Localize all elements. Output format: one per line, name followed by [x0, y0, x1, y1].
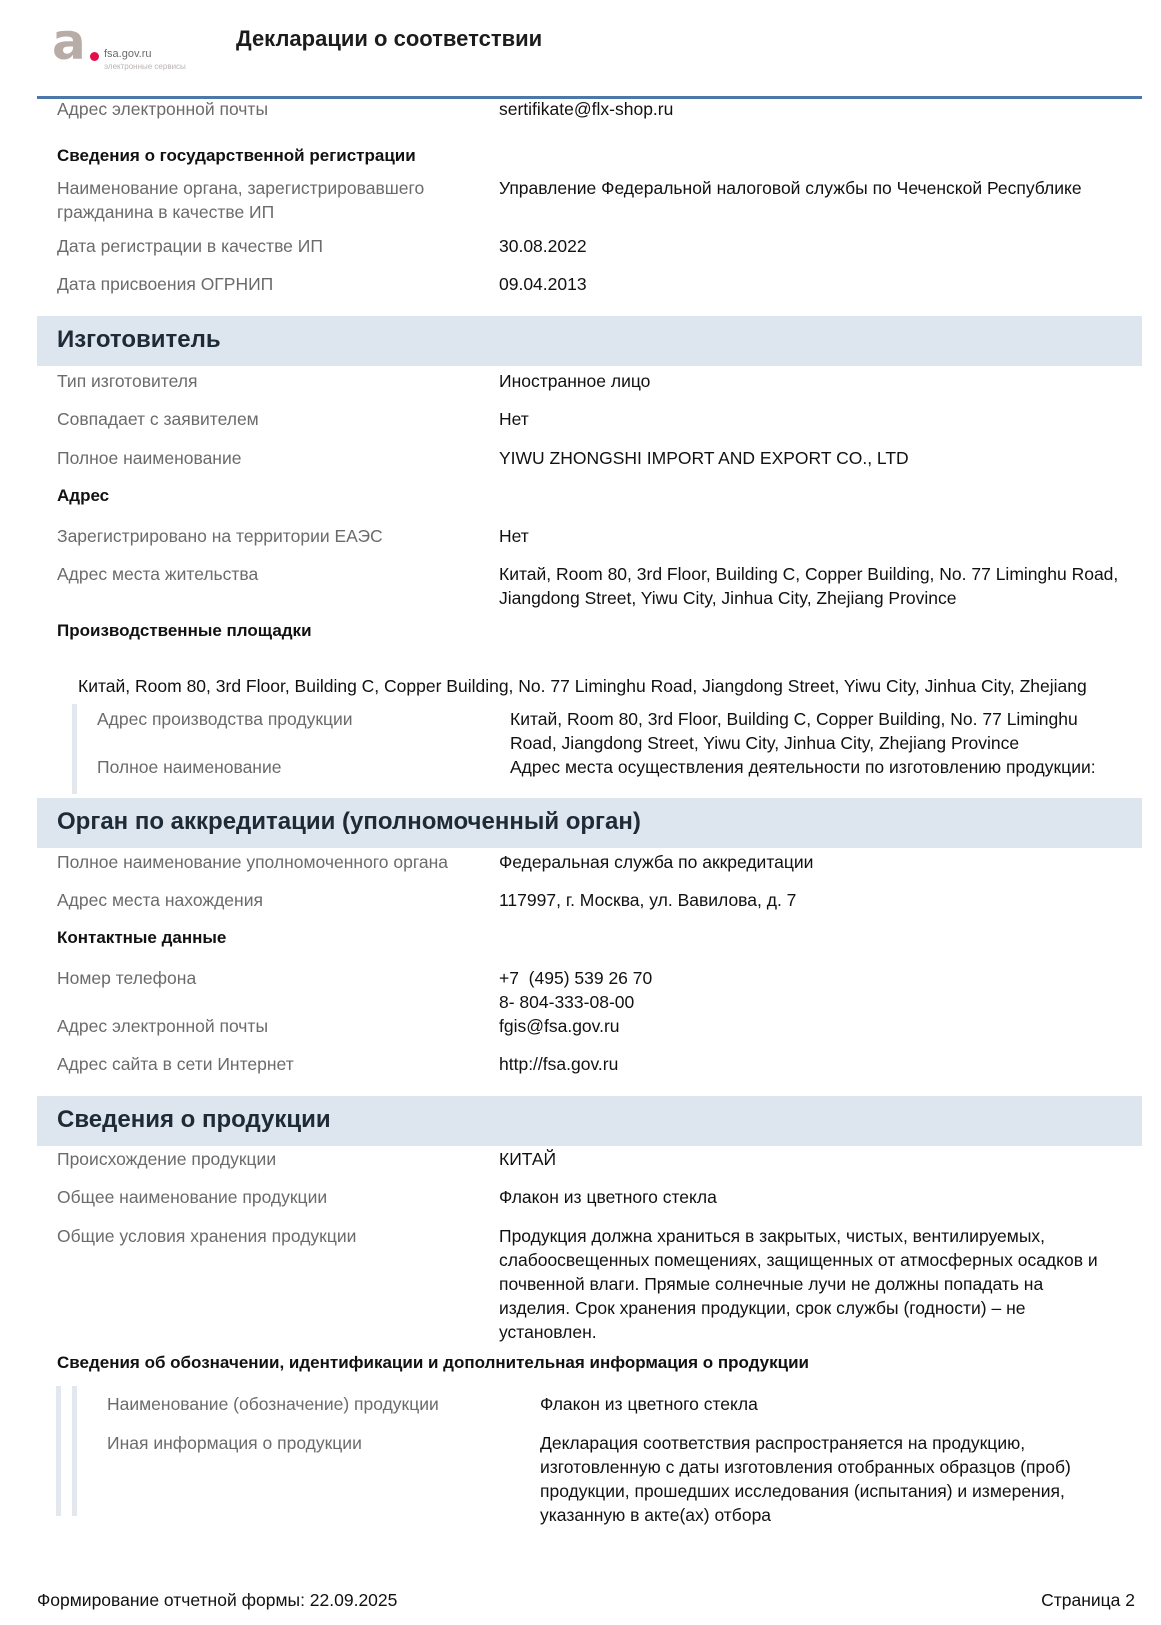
- phone-number-2: 8- 804-333-08-00: [499, 992, 635, 1012]
- field-label: Полное наименование: [57, 448, 242, 468]
- nested-block-bar-outer: [56, 1386, 61, 1516]
- nested-block-bar-inner: [72, 1386, 77, 1516]
- field-value: Китай, Room 80, 3rd Floor, Building C, Copper Building, No. 77 Liminghu Road, Jiangdong Street, Yiwu City, Jinhua City, Zhejiang Province: [510, 709, 1078, 753]
- report-generated-date: Формирование отчетной формы: 22.09.2025: [37, 1590, 398, 1610]
- document-title: Декларации о соответствии: [236, 26, 543, 51]
- field-label: Адрес сайта в сети Интернет: [57, 1054, 294, 1074]
- field-label: Иная информация о продукции: [107, 1433, 362, 1453]
- field-value: Управление Федеральной налоговой службы по Чеченской Республике: [499, 178, 1082, 198]
- field-label: Совпадает с заявителем: [57, 409, 259, 429]
- field-value: Декларация соответствия распространяется на продукцию, изготовленную с даты изготовления отобранных образцов (проб) продукции, прошедших исследования (испытания) и измерения, указанную в акте(ах) отбора: [540, 1433, 1071, 1525]
- manufacturer-section-header: [37, 316, 1142, 366]
- field-value: 09.04.2013: [499, 274, 587, 294]
- field-value: 117997, г. Москва, ул. Вавилова, д. 7: [499, 890, 797, 910]
- fsa-logo-icon: а: [52, 13, 86, 71]
- production-sites-heading: Производственные площадки: [57, 621, 312, 640]
- field-label: Адрес места нахождения: [57, 890, 263, 910]
- production-site-address-line: Китай, Room 80, 3rd Floor, Building C, Copper Building, No. 77 Liminghu Road, Jiangdong Street, Yiwu City, Jinhua City, Zhejiang: [78, 676, 1087, 696]
- field-label: Адрес электронной почты: [57, 1016, 269, 1036]
- field-value: YIWU ZHONGSHI IMPORT AND EXPORT CO., LTD: [499, 448, 909, 468]
- field-value: sertifikate@flx-shop.ru: [499, 99, 674, 119]
- field-value: 30.08.2022: [499, 236, 587, 256]
- field-value: Федеральная служба по аккредитации: [499, 852, 814, 872]
- field-label: Номер телефона: [57, 968, 197, 988]
- field-value: fgis@fsa.gov.ru: [499, 1016, 620, 1036]
- logo-subtitle: электронные сервисы: [104, 62, 186, 71]
- field-value: Адрес места осуществления деятельности по изготовлению продукции:: [510, 757, 1096, 777]
- field-label: Тип изготовителя: [57, 371, 198, 391]
- field-value: [499, 966, 1149, 1014]
- field-label: Адрес места жительства: [57, 564, 259, 584]
- logo-site-text: fsa.gov.ru: [104, 48, 152, 60]
- field-value: Китай, Room 80, 3rd Floor, Building C, Copper Building, No. 77 Liminghu Road, Jiangdong Street, Yiwu City, Jinhua City, Zhejiang Province: [499, 564, 1119, 608]
- field-label: Адрес производства продукции: [97, 709, 353, 729]
- field-value: Флакон из цветного стекла: [540, 1394, 758, 1414]
- field-value: КИТАЙ: [499, 1149, 557, 1169]
- product-section-header: [37, 1096, 1142, 1146]
- section-title: Сведения о продукции: [57, 1106, 331, 1133]
- field-label: Дата регистрации в качестве ИП: [57, 236, 323, 256]
- field-label: Адрес электронной почты: [57, 99, 269, 119]
- field-label: Полное наименование уполномоченного органа: [57, 852, 448, 872]
- identification-heading: Сведения об обозначении, идентификации и дополнительная информация о продукции: [57, 1353, 810, 1372]
- field-label: Общее наименование продукции: [57, 1187, 328, 1207]
- field-label: Наименование органа, зарегистрировавшего гражданина в качестве ИП: [57, 178, 425, 222]
- field-label: Происхождение продукции: [57, 1149, 277, 1169]
- page-header: [0, 0, 1161, 100]
- field-value: Флакон из цветного стекла: [499, 1187, 717, 1207]
- field-label: Зарегистрировано на территории ЕАЭС: [57, 526, 383, 546]
- nested-block-bar: [72, 704, 77, 794]
- contacts-heading: Контактные данные: [57, 928, 227, 947]
- field-value: Иностранное лицо: [499, 371, 651, 391]
- page-number: Страница 2: [1041, 1590, 1135, 1610]
- accreditation-section-header: [37, 798, 1142, 848]
- field-label: Полное наименование: [97, 757, 282, 777]
- address-heading: Адрес: [57, 486, 110, 505]
- fsa-logo: [52, 13, 202, 74]
- field-value: Продукция должна храниться в закрытых, чистых, вентилируемых, слабоосвещенных помещениях, защищенных от атмосферных осадков и почвенной влаги. Прямые солнечные лучи не должны попадать на изделия. Срок хранения продукции, срок службы (годности) – не установлен.: [499, 1226, 1098, 1342]
- section-title: Орган по аккредитации (уполномоченный орган): [57, 808, 641, 835]
- field-value: http://fsa.gov.ru: [499, 1054, 619, 1074]
- logo-dot-icon: [90, 52, 99, 61]
- section-title: Изготовитель: [57, 326, 221, 353]
- field-label: Наименование (обозначение) продукции: [107, 1394, 439, 1414]
- phone-number-1: +7 (495) 539 26 70: [499, 968, 653, 988]
- field-label: Дата присвоения ОГРНИП: [57, 274, 274, 294]
- field-value: Нет: [499, 526, 529, 546]
- field-value: Нет: [499, 409, 529, 429]
- field-label: Общие условия хранения продукции: [57, 1226, 357, 1246]
- state-registration-heading: Сведения о государственной регистрации: [57, 146, 416, 165]
